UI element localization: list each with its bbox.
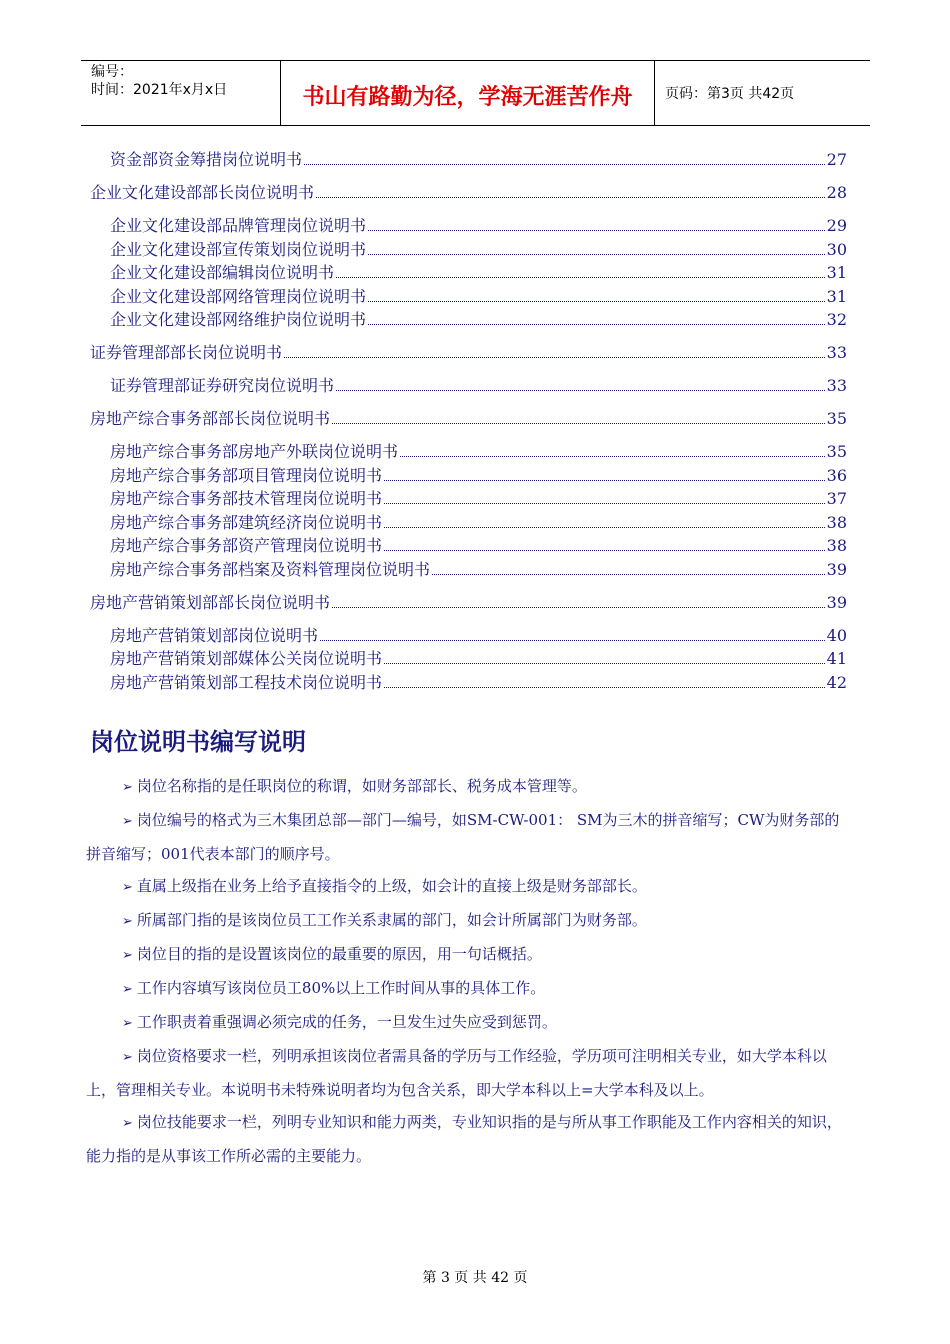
note-item [122, 938, 850, 972]
toc-entry-title: 房地产综合事务部房地产外联岗位说明书 [110, 442, 399, 461]
toc-entry[interactable] [90, 341, 847, 365]
toc-entry-title: 企业文化建设部网络管理岗位说明书 [110, 286, 367, 306]
section-title: 岗位说明书编写说明 [90, 728, 306, 756]
arrow-bullet-icon: ➢ [122, 948, 133, 963]
toc-entry-title: 证券管理部证券研究岗位说明书 [110, 376, 335, 395]
toc-entry-page: 38 [826, 512, 847, 532]
toc-entry-page: 31 [826, 286, 847, 306]
toc-entry-page: 32 [826, 310, 847, 329]
toc-entry-title: 企业文化建设部网络维护岗位说明书 [110, 310, 367, 329]
note-item [86, 804, 850, 870]
toc-entry[interactable] [90, 647, 847, 671]
toc-entry-title: 房地产综合事务部建筑经济岗位说明书 [110, 512, 383, 532]
note-text: 直属上级指在业务上给予直接指令的上级，如会计的直接上级是财务部部长。 [136, 877, 647, 895]
note-text: 岗位资格要求一栏，列明承担该岗位者需具备的学历与工作经验，学历项可注明相关专业，如大学本科以上，管理相关专业。本说明书未特殊说明者均为包含关系，即大学本科以上=大学本科及以上。 [86, 1047, 827, 1099]
toc-entry-title: 房地产营销策划部工程技术岗位说明书 [110, 672, 383, 692]
toc-entry[interactable] [90, 285, 847, 309]
note-text: 工作职责着重强调必须完成的任务，一旦发生过失应受到惩罚。 [136, 1013, 557, 1031]
toc-entry-title: 房地产综合事务部档案及资料管理岗位说明书 [110, 559, 431, 579]
toc-entry-title: 房地产营销策划部媒体公关岗位说明书 [110, 649, 383, 668]
table-of-contents [90, 148, 847, 694]
note-item [122, 1006, 850, 1040]
toc-leader-dots [332, 422, 825, 424]
toc-entry[interactable] [90, 591, 847, 615]
note-item [122, 870, 850, 904]
toc-entry[interactable] [90, 671, 847, 695]
toc-entry-title: 房地产综合事务部资产管理岗位说明书 [110, 536, 383, 555]
toc-entry[interactable] [90, 308, 847, 332]
note-item [86, 1106, 850, 1172]
arrow-bullet-icon: ➢ [122, 814, 133, 829]
toc-entry[interactable] [90, 261, 847, 285]
toc-entry[interactable] [90, 181, 847, 205]
arrow-bullet-icon: ➢ [122, 914, 133, 929]
toc-entry[interactable] [90, 374, 847, 398]
toc-entry-page: 28 [826, 183, 847, 202]
toc-entry-page: 42 [826, 672, 847, 692]
notes-list [86, 770, 850, 1172]
header-left-cell [81, 61, 281, 125]
toc-entry-page: 31 [826, 263, 847, 282]
note-text: 所属部门指的是该岗位员工工作关系隶属的部门，如会计所属部门为财务部。 [136, 911, 647, 929]
toc-entry-page: 39 [826, 592, 847, 612]
arrow-bullet-icon: ➢ [122, 1050, 133, 1065]
note-text: 工作内容填写该岗位员工80%以上工作时间从事的具体工作。 [136, 979, 546, 997]
arrow-bullet-icon: ➢ [122, 1016, 133, 1031]
toc-entry[interactable] [90, 558, 847, 582]
toc-entry-page: 37 [826, 489, 847, 508]
toc-entry-title: 企业文化建设部宣传策划岗位说明书 [110, 239, 367, 259]
toc-entry-page: 40 [826, 625, 847, 645]
toc-leader-dots [336, 276, 825, 278]
toc-entry-page: 30 [826, 239, 847, 259]
toc-entry-page: 33 [826, 343, 847, 362]
toc-entry-page: 35 [826, 442, 847, 461]
toc-entry-title: 房地产综合事务部部长岗位说明书 [90, 409, 331, 428]
page-header [81, 60, 870, 126]
note-text: 岗位技能要求一栏，列明专业知识和能力两类，专业知识指的是与所从事工作职能及工作内容相关的知识，能力指的是从事该工作所必需的主要能力。 [86, 1113, 842, 1165]
header-page-info: 页码：第3页 共42页 [665, 86, 795, 102]
toc-entry[interactable] [90, 238, 847, 262]
toc-entry[interactable] [90, 440, 847, 464]
toc-leader-dots [384, 686, 825, 688]
toc-entry-title: 房地产综合事务部技术管理岗位说明书 [110, 489, 383, 508]
toc-entry-title: 资金部资金筹措岗位说明书 [110, 150, 303, 169]
toc-entry-page: 29 [826, 216, 847, 235]
toc-leader-dots [368, 300, 825, 302]
page-footer: 第 3 页 共 42 页 [422, 1270, 528, 1286]
arrow-bullet-icon: ➢ [122, 880, 133, 895]
header-motto: 书山有路勤为径，学海无涯苦作舟 [281, 61, 655, 125]
toc-entry-page: 33 [826, 376, 847, 395]
arrow-bullet-icon: ➢ [122, 1116, 133, 1131]
note-text: 岗位目的指的是设置该岗位的最重要的原因，用一句话概括。 [136, 945, 542, 963]
note-item [122, 904, 850, 938]
toc-entry-title: 房地产综合事务部项目管理岗位说明书 [110, 465, 383, 485]
note-item [122, 770, 850, 804]
date-label: 时间：2021年x月x日 [91, 82, 228, 98]
toc-entry[interactable] [90, 148, 847, 172]
toc-entry[interactable] [90, 487, 847, 511]
toc-entry-title: 证券管理部部长岗位说明书 [90, 343, 283, 362]
toc-leader-dots [316, 196, 825, 198]
toc-leader-dots [320, 639, 825, 641]
toc-entry-title: 企业文化建设部部长岗位说明书 [90, 183, 315, 202]
toc-entry-page: 27 [826, 150, 847, 169]
note-item [86, 1040, 850, 1106]
toc-leader-dots [368, 253, 825, 255]
note-text: 岗位编号的格式为三木集团总部—部门—编号，如SM-CW-001： SM为三木的拼音缩写；CW为财务部的拼音缩写；001代表本部门的顺序号。 [86, 811, 840, 863]
toc-leader-dots [384, 526, 825, 528]
toc-leader-dots [384, 549, 825, 551]
note-text: 岗位名称指的是任职岗位的称谓，如财务部部长、税务成本管理等。 [136, 777, 587, 795]
toc-leader-dots [384, 662, 825, 664]
toc-leader-dots [336, 389, 825, 391]
toc-entry[interactable] [90, 511, 847, 535]
number-label: 编号： [91, 64, 133, 80]
toc-leader-dots [384, 479, 825, 481]
toc-leader-dots [432, 573, 825, 575]
toc-entry-title: 房地产营销策划部部长岗位说明书 [90, 592, 331, 612]
toc-entry-title: 房地产营销策划部岗位说明书 [110, 625, 319, 645]
arrow-bullet-icon: ➢ [122, 982, 133, 997]
toc-leader-dots [368, 323, 825, 325]
toc-entry[interactable] [90, 534, 847, 558]
toc-entry-title: 企业文化建设部品牌管理岗位说明书 [110, 216, 367, 235]
toc-entry-page: 39 [826, 559, 847, 579]
toc-leader-dots [400, 455, 825, 457]
toc-leader-dots [284, 356, 825, 358]
toc-leader-dots [332, 606, 825, 608]
toc-entry-title: 企业文化建设部编辑岗位说明书 [110, 263, 335, 282]
toc-entry-page: 38 [826, 536, 847, 555]
toc-entry[interactable] [90, 214, 847, 238]
toc-entry[interactable] [90, 464, 847, 488]
arrow-bullet-icon: ➢ [122, 780, 133, 795]
toc-leader-dots [384, 502, 825, 504]
toc-entry[interactable] [90, 624, 847, 648]
toc-entry[interactable] [90, 407, 847, 431]
toc-entry-page: 35 [826, 409, 847, 428]
toc-entry-page: 41 [826, 649, 847, 668]
toc-leader-dots [304, 163, 825, 165]
toc-leader-dots [368, 229, 825, 231]
toc-entry-page: 36 [826, 465, 847, 485]
note-item [122, 972, 850, 1006]
